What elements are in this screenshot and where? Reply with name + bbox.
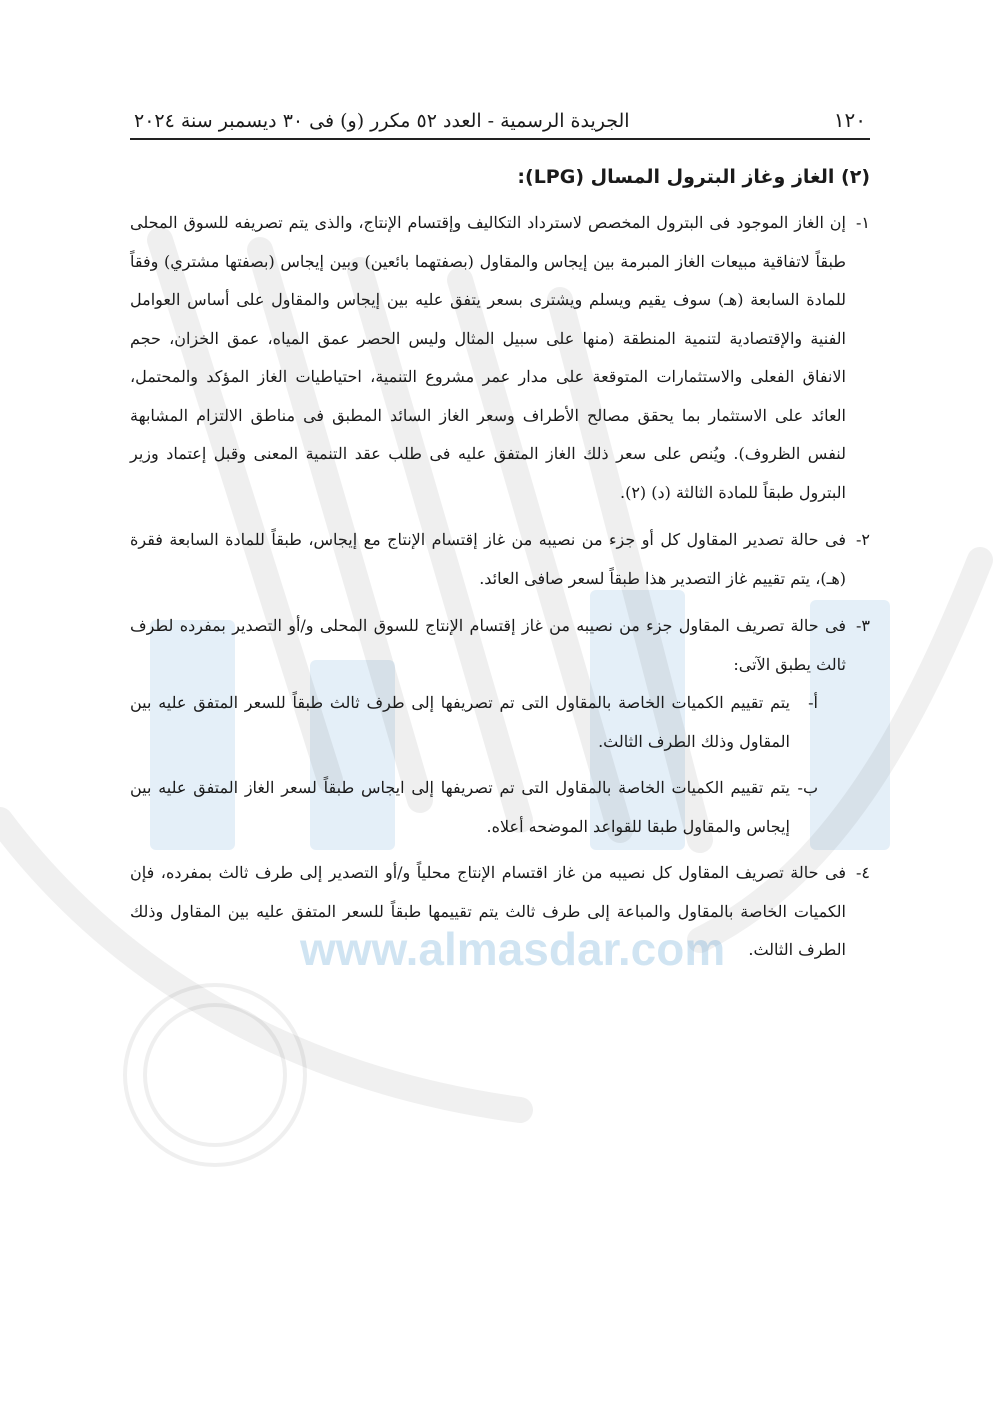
subclause-text: يتم تقييم الكميات الخاصة بالمقاول التى تم تصريفها إلى ايجاس طبقاً لسعر الغاز المتفق عليه بين إيجاس والمقاول طبقا للقواعد الموضحه أعلاه.	[130, 778, 790, 836]
clause-text: فى حالة تصدير المقاول كل أو جزء من نصيبه من غاز إقتسام الإنتاج مع إيجاس، طبقاً للمادة السابعة فقرة (هـ)، يتم تقييم غاز التصدير هذا طبقاً لسعر صافى العائد.	[130, 530, 846, 588]
clause-number: ٢-	[856, 530, 870, 549]
clause-text: إن الغاز الموجود فى البترول المخصص لاسترداد التكاليف وإقتسام الإنتاج، والذى يتم تصريفه للسوق المحلى طبقاً لاتفاقية مبيعات الغاز المبرمة بين إيجاس والمقاول (بصفتهما بائعين) وبين إيجاس (بصفتها مشتري) وفقاً للمادة السابعة (هـ) سوف يقيم ويسلم ويشترى بسعر يتفق عليه بين إيجاس والمقاول على أساس العوامل الفنية والإقتصادية لتنمية المنطقة (منها على سبيل المثال وليس الحصر عمق المياه، عمق الخزان، حجم الانفاق الفعلى والاستثمارات المتوقعة على مدار عمر مشروع التنمية، احتياطيات الغاز المؤكد والمحتمل، العائد على الاستثمار بما يحقق مصالح الأطراف وسعر الغاز السائد المطبق فى مناطق الالتزام المشابهة لنفس الظروف). ويُنص على سعر ذلك الغاز المتفق عليه فى طلب عقد التنمية المعنى وقبل إعتماد وزير البترول طبقاً للمادة الثالثة (د) (٢).	[130, 213, 847, 502]
running-header	[130, 108, 870, 140]
clause-number: ٣-	[856, 616, 870, 635]
subclause-number: أ-	[808, 693, 818, 712]
subclause-a	[130, 684, 818, 761]
section-title: (٢) الغاز وغاز البترول المسال (LPG):	[517, 166, 870, 188]
clause-4	[130, 854, 870, 970]
page-number: ١٢٠	[833, 108, 866, 132]
svg-text:www.almasdar.com: www.almasdar.com	[300, 923, 726, 975]
clause-text: فى حالة تصريف المقاول جزء من نصيبه من غاز إقتسام الإنتاج للسوق المحلى و/أو التصدير بمفرده لطرف ثالث يطبق الآتى:	[130, 616, 846, 674]
clause-number: ٤-	[856, 863, 870, 882]
clause-2	[130, 521, 870, 598]
clause-text: فى حالة تصريف المقاول كل نصيبه من غاز اقتسام الإنتاج محلياً و/أو التصدير إلى طرف ثالث بمفرده، فإن الكميات الخاصة بالمقاول والمباعة إلى طرف ثالث يتم تقييمها طبقاً للسعر المتفق عليه بين المقاول وذلك الطرف الثالث.	[130, 863, 847, 959]
clause-3	[130, 607, 870, 684]
clause-number: ١-	[856, 213, 870, 232]
subclause-text: يتم تقييم الكميات الخاصة بالمقاول التى تم تصريفها إلى طرف ثالث طبقاً للسعر المتفق عليه بين المقاول وذلك الطرف الثالث.	[130, 693, 790, 751]
subclause-number: ب-	[797, 778, 818, 797]
gazette-title: الجريدة الرسمية - العدد ٥٢ مكرر (و) فى ٣٠ ديسمبر سنة ٢٠٢٤	[134, 110, 630, 132]
clause-1	[130, 204, 870, 512]
subclause-b	[130, 769, 818, 846]
document-page	[130, 108, 870, 979]
